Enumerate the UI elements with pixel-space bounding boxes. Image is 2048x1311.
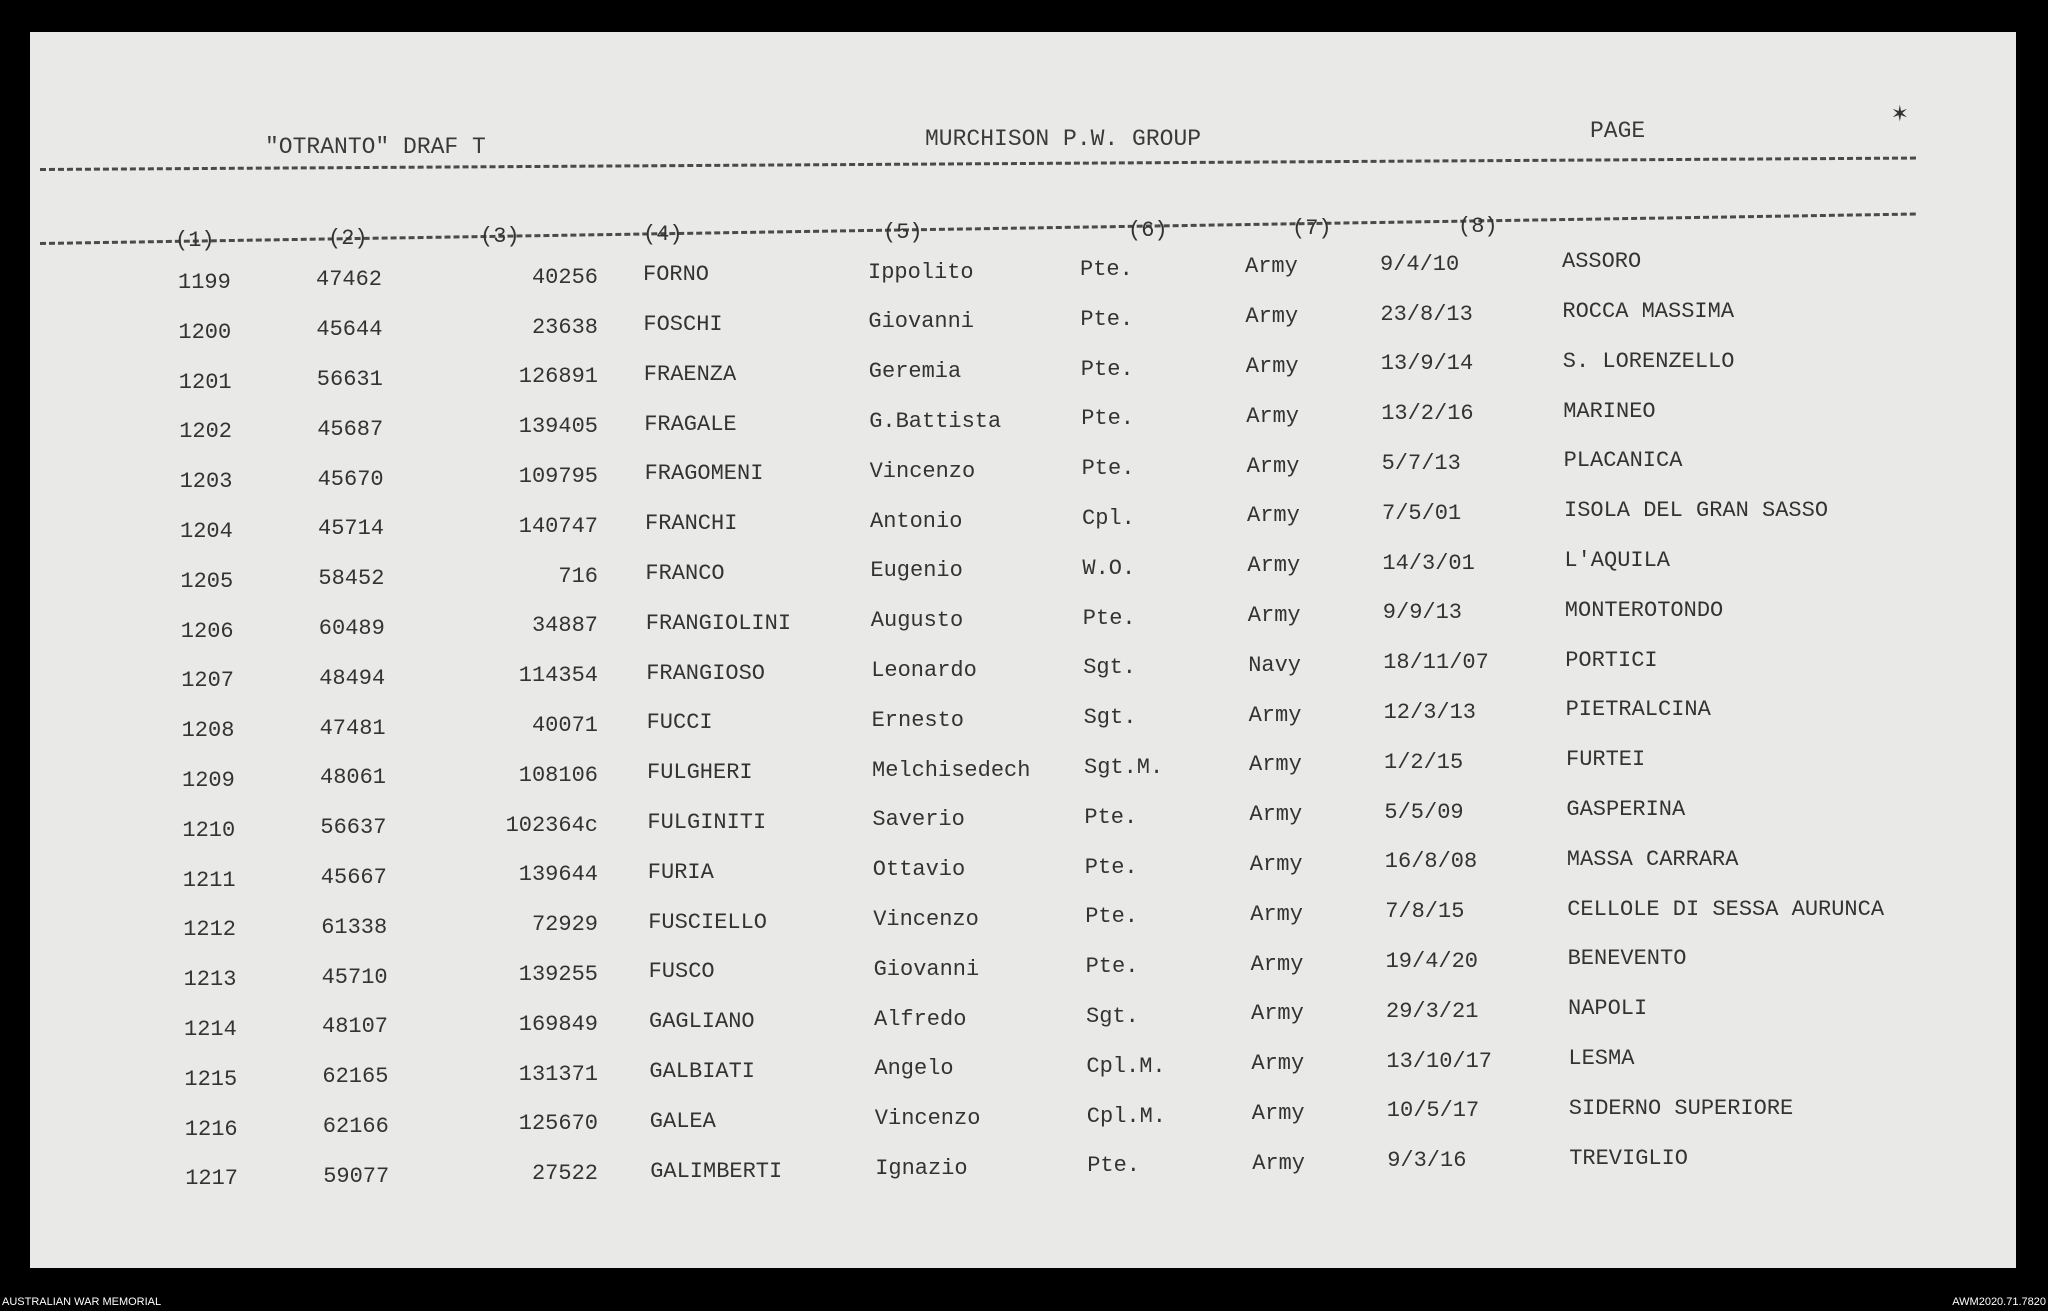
surname-cell: FULGINITI <box>647 810 767 835</box>
rank-cell: Cpl. <box>1082 506 1135 531</box>
serial-number-cell: 1210 <box>182 817 236 843</box>
birth-date-cell: 18/11/07 <box>1383 650 1489 676</box>
surname-cell: FRAENZA <box>643 361 737 387</box>
serial-number-cell: 1214 <box>184 1017 237 1042</box>
serial-number-cell: 1205 <box>180 568 234 594</box>
serial-number-cell: 1203 <box>179 469 233 495</box>
pw-number-cell: 47462 <box>316 267 383 293</box>
pw-number-cell: 45667 <box>320 865 387 890</box>
footer-institution: AUSTRALIAN WAR MEMORIAL <box>2 1296 162 1308</box>
serial-number-cell: 1209 <box>182 768 235 793</box>
rank-cell: Pte. <box>1085 904 1138 930</box>
serial-number-cell: 1206 <box>180 618 234 644</box>
surname-cell: FUSCIELLO <box>648 909 768 935</box>
serial-number-cell: 1212 <box>183 917 236 943</box>
service-cell: Army <box>1249 752 1302 778</box>
surname-cell: FORNO <box>643 262 710 288</box>
surname-cell: FUSCO <box>648 959 715 985</box>
surname-cell: FRAGALE <box>644 411 737 437</box>
army-number-cell: 131371 <box>518 1061 598 1087</box>
serial-number-cell: 1215 <box>184 1066 238 1092</box>
army-number-cell: 139255 <box>518 962 598 987</box>
army-number-cell: 40256 <box>531 264 598 290</box>
pw-number-cell: 45687 <box>317 416 384 442</box>
birthplace-cell: MARINEO <box>1563 398 1656 424</box>
first-name-cell: Giovanni <box>873 956 980 982</box>
column-header: (1) <box>175 228 215 253</box>
army-number-cell: 102364c <box>505 812 598 838</box>
birth-date-cell: 9/3/16 <box>1387 1148 1467 1174</box>
pw-number-cell: 45644 <box>316 317 383 343</box>
service-cell: Army <box>1246 403 1299 429</box>
service-cell: Army <box>1250 951 1304 977</box>
service-cell: Army <box>1245 354 1299 379</box>
service-cell: Army <box>1250 901 1303 927</box>
service-cell: Army <box>1249 852 1303 877</box>
service-cell: Navy <box>1248 652 1301 678</box>
first-name-cell: Ippolito <box>868 259 974 285</box>
footer-accession: AWM2020.71.7820 <box>1952 1296 2046 1308</box>
rank-cell: W.O. <box>1082 555 1136 581</box>
column-header: (5) <box>883 220 923 245</box>
column-header: (7) <box>1292 216 1332 241</box>
army-number-cell: 40071 <box>531 713 598 738</box>
birthplace-cell: BENEVENTO <box>1567 946 1687 972</box>
service-cell: Army <box>1245 254 1298 280</box>
birthplace-cell: L'AQUILA <box>1564 548 1671 573</box>
service-cell: Army <box>1246 453 1300 479</box>
army-number-cell: 126891 <box>518 364 598 390</box>
first-name-cell: Ernesto <box>871 707 965 733</box>
service-cell: Army <box>1251 1051 1305 1077</box>
rank-cell: Cpl.M. <box>1086 1053 1166 1079</box>
serial-number-cell: 1199 <box>178 270 231 295</box>
ink-mark: ✶ <box>1892 98 1908 128</box>
serial-number-cell: 1208 <box>181 718 235 744</box>
pw-number-cell: 58452 <box>318 566 385 592</box>
pw-number-cell: 48061 <box>320 765 387 791</box>
serial-number-cell: 1211 <box>182 867 236 893</box>
first-name-cell: Vincenzo <box>873 907 979 932</box>
birth-date-cell: 13/2/16 <box>1381 401 1474 427</box>
service-cell: Army <box>1251 1001 1304 1027</box>
army-number-cell: 114354 <box>518 663 598 689</box>
birthplace-cell: PLACANICA <box>1563 448 1683 474</box>
birthplace-cell: MONTEROTONDO <box>1564 597 1724 623</box>
pw-number-cell: 45670 <box>317 466 384 492</box>
surname-cell: FRANGIOLINI <box>645 610 792 636</box>
birth-date-cell: 5/5/09 <box>1384 799 1464 825</box>
army-number-cell: 716 <box>558 563 598 589</box>
header-rule-bottom <box>40 213 1916 245</box>
birthplace-cell: FURTEI <box>1566 747 1646 773</box>
pw-number-cell: 47481 <box>319 715 386 741</box>
birth-date-cell: 29/3/21 <box>1386 998 1479 1024</box>
column-header: (4) <box>643 222 683 247</box>
birthplace-cell: PIETRALCINA <box>1565 697 1711 723</box>
birthplace-cell: LESMA <box>1568 1046 1635 1071</box>
surname-cell: FRANCO <box>645 561 725 586</box>
pw-number-cell: 62165 <box>322 1064 389 1090</box>
column-header: (6) <box>1128 218 1168 243</box>
birthplace-cell: ROCCA MASSIMA <box>1562 299 1735 324</box>
first-name-cell: Angelo <box>874 1056 954 1082</box>
birth-date-cell: 13/10/17 <box>1386 1048 1493 1074</box>
birthplace-cell: SIDERNO SUPERIORE <box>1568 1095 1794 1121</box>
birth-date-cell: 16/8/08 <box>1384 849 1478 875</box>
birth-date-cell: 7/8/15 <box>1385 899 1465 925</box>
service-cell: Army <box>1245 304 1299 330</box>
rank-cell: Pte. <box>1087 1153 1140 1179</box>
rank-cell: Pte. <box>1085 954 1139 980</box>
birth-date-cell: 19/4/20 <box>1385 949 1479 974</box>
rank-cell: Pte. <box>1084 854 1138 880</box>
serial-number-cell: 1213 <box>183 967 237 993</box>
birthplace-cell: GASPERINA <box>1566 797 1686 822</box>
army-number-cell: 23638 <box>531 314 598 340</box>
first-name-cell: Eugenio <box>870 558 963 584</box>
document-page <box>30 32 2016 1268</box>
birthplace-cell: S. LORENZELLO <box>1562 348 1735 374</box>
first-name-cell: Alfredo <box>874 1006 967 1032</box>
first-name-cell: Melchisedech <box>872 757 1031 783</box>
surname-cell: FURIA <box>647 859 714 885</box>
rank-cell: Pte. <box>1080 306 1134 332</box>
birth-date-cell: 14/3/01 <box>1382 550 1475 576</box>
pw-number-cell: 62166 <box>322 1114 389 1139</box>
first-name-cell: Geremia <box>868 359 962 385</box>
rank-cell: Pte. <box>1080 356 1134 382</box>
service-cell: Army <box>1247 553 1301 579</box>
birth-date-cell: 9/9/13 <box>1382 600 1463 626</box>
surname-cell: FOSCHI <box>643 312 723 337</box>
pw-number-cell: 48494 <box>319 665 386 691</box>
birthplace-cell: ASSORO <box>1562 249 1642 275</box>
surname-cell: FUCCI <box>646 710 713 736</box>
service-cell: Army <box>1251 1101 1305 1126</box>
service-cell: Army <box>1252 1150 1305 1176</box>
birthplace-cell: NAPOLI <box>1568 996 1648 1022</box>
rank-cell: Pte. <box>1080 257 1133 282</box>
birth-date-cell: 10/5/17 <box>1386 1098 1480 1124</box>
rank-cell: Sgt. <box>1083 655 1136 681</box>
rank-cell: Pte. <box>1081 456 1135 482</box>
draft-title: "OTRANTO" DRAF T <box>265 134 486 160</box>
birthplace-cell: PORTICI <box>1565 647 1658 673</box>
surname-cell: GALBIATI <box>649 1059 756 1084</box>
birthplace-cell: MASSA CARRARA <box>1566 846 1739 872</box>
army-number-cell: 140747 <box>518 513 598 539</box>
serial-number-cell: 1207 <box>181 668 234 694</box>
pw-number-cell: 56637 <box>320 815 387 841</box>
rank-cell: Sgt.M. <box>1084 755 1164 780</box>
birthplace-cell: ISOLA DEL GRAN SASSO <box>1564 498 1829 524</box>
birth-date-cell: 9/4/10 <box>1380 251 1460 277</box>
first-name-cell: Leonardo <box>871 658 977 683</box>
service-cell: Army <box>1247 503 1300 529</box>
army-number-cell: 108106 <box>518 762 598 788</box>
pw-number-cell: 48107 <box>322 1014 389 1040</box>
first-name-cell: Ottavio <box>872 857 966 883</box>
serial-number-cell: 1202 <box>179 419 232 445</box>
first-name-cell: Vincenzo <box>869 458 976 484</box>
surname-cell: FRANCHI <box>645 511 738 537</box>
army-number-cell: 27522 <box>531 1161 598 1187</box>
birth-date-cell: 12/3/13 <box>1383 700 1477 725</box>
page-label: PAGE <box>1590 118 1646 144</box>
first-name-cell: Vincenzo <box>874 1106 981 1132</box>
rank-cell: Sgt. <box>1083 705 1137 731</box>
rank-cell: Cpl.M. <box>1086 1103 1167 1129</box>
first-name-cell: Antonio <box>870 508 963 534</box>
birth-date-cell: 5/7/13 <box>1381 451 1461 476</box>
serial-number-cell: 1217 <box>185 1166 238 1192</box>
birth-date-cell: 1/2/15 <box>1384 749 1464 775</box>
first-name-cell: Giovanni <box>868 309 975 335</box>
army-number-cell: 139644 <box>518 862 598 888</box>
surname-cell: GAGLIANO <box>649 1009 755 1035</box>
birthplace-cell: CELLOLE DI SESSA AURUNCA <box>1567 896 1885 922</box>
serial-number-cell: 1201 <box>178 369 232 395</box>
serial-number-cell: 1200 <box>178 319 232 345</box>
surname-cell: FRANGIOSO <box>646 660 766 686</box>
rank-cell: Pte. <box>1081 406 1134 432</box>
army-number-cell: 169849 <box>518 1011 598 1037</box>
army-number-cell: 109795 <box>518 464 598 489</box>
pw-number-cell: 59077 <box>323 1163 390 1189</box>
column-header: (2) <box>328 226 368 251</box>
surname-cell: GALIMBERTI <box>650 1158 783 1184</box>
service-cell: Army <box>1248 702 1302 728</box>
column-header: (8) <box>1458 214 1498 239</box>
birth-date-cell: 7/5/01 <box>1382 500 1462 526</box>
surname-cell: FRAGOMENI <box>644 461 764 487</box>
first-name-cell: Augusto <box>870 608 964 634</box>
first-name-cell: Saverio <box>872 807 965 833</box>
rank-cell: Sgt. <box>1086 1004 1139 1029</box>
column-header: (3) <box>480 224 520 249</box>
army-number-cell: 72929 <box>531 912 598 938</box>
rank-cell: Pte. <box>1082 605 1136 631</box>
pw-number-cell: 45714 <box>318 516 385 542</box>
service-cell: Army <box>1249 802 1303 828</box>
army-number-cell: 139405 <box>518 414 598 440</box>
pw-number-cell: 60489 <box>318 616 385 641</box>
first-name-cell: Ignazio <box>875 1156 968 1181</box>
service-cell: Army <box>1247 603 1301 628</box>
serial-number-cell: 1204 <box>180 519 233 544</box>
birthplace-cell: TREVIGLIO <box>1569 1145 1689 1171</box>
first-name-cell: G.Battista <box>869 409 1002 434</box>
birth-date-cell: 23/8/13 <box>1380 301 1473 327</box>
army-number-cell: 125670 <box>518 1111 598 1137</box>
pw-number-cell: 56631 <box>316 367 383 392</box>
serial-number-cell: 1216 <box>184 1116 238 1142</box>
pw-number-cell: 45710 <box>321 964 388 990</box>
birth-date-cell: 13/9/14 <box>1380 351 1474 377</box>
surname-cell: FULGHERI <box>647 760 753 786</box>
pw-number-cell: 61338 <box>321 914 388 940</box>
group-title: MURCHISON P.W. GROUP <box>925 126 1202 152</box>
surname-cell: GALEA <box>649 1108 716 1134</box>
rank-cell: Pte. <box>1084 804 1138 830</box>
army-number-cell: 34887 <box>531 613 598 639</box>
